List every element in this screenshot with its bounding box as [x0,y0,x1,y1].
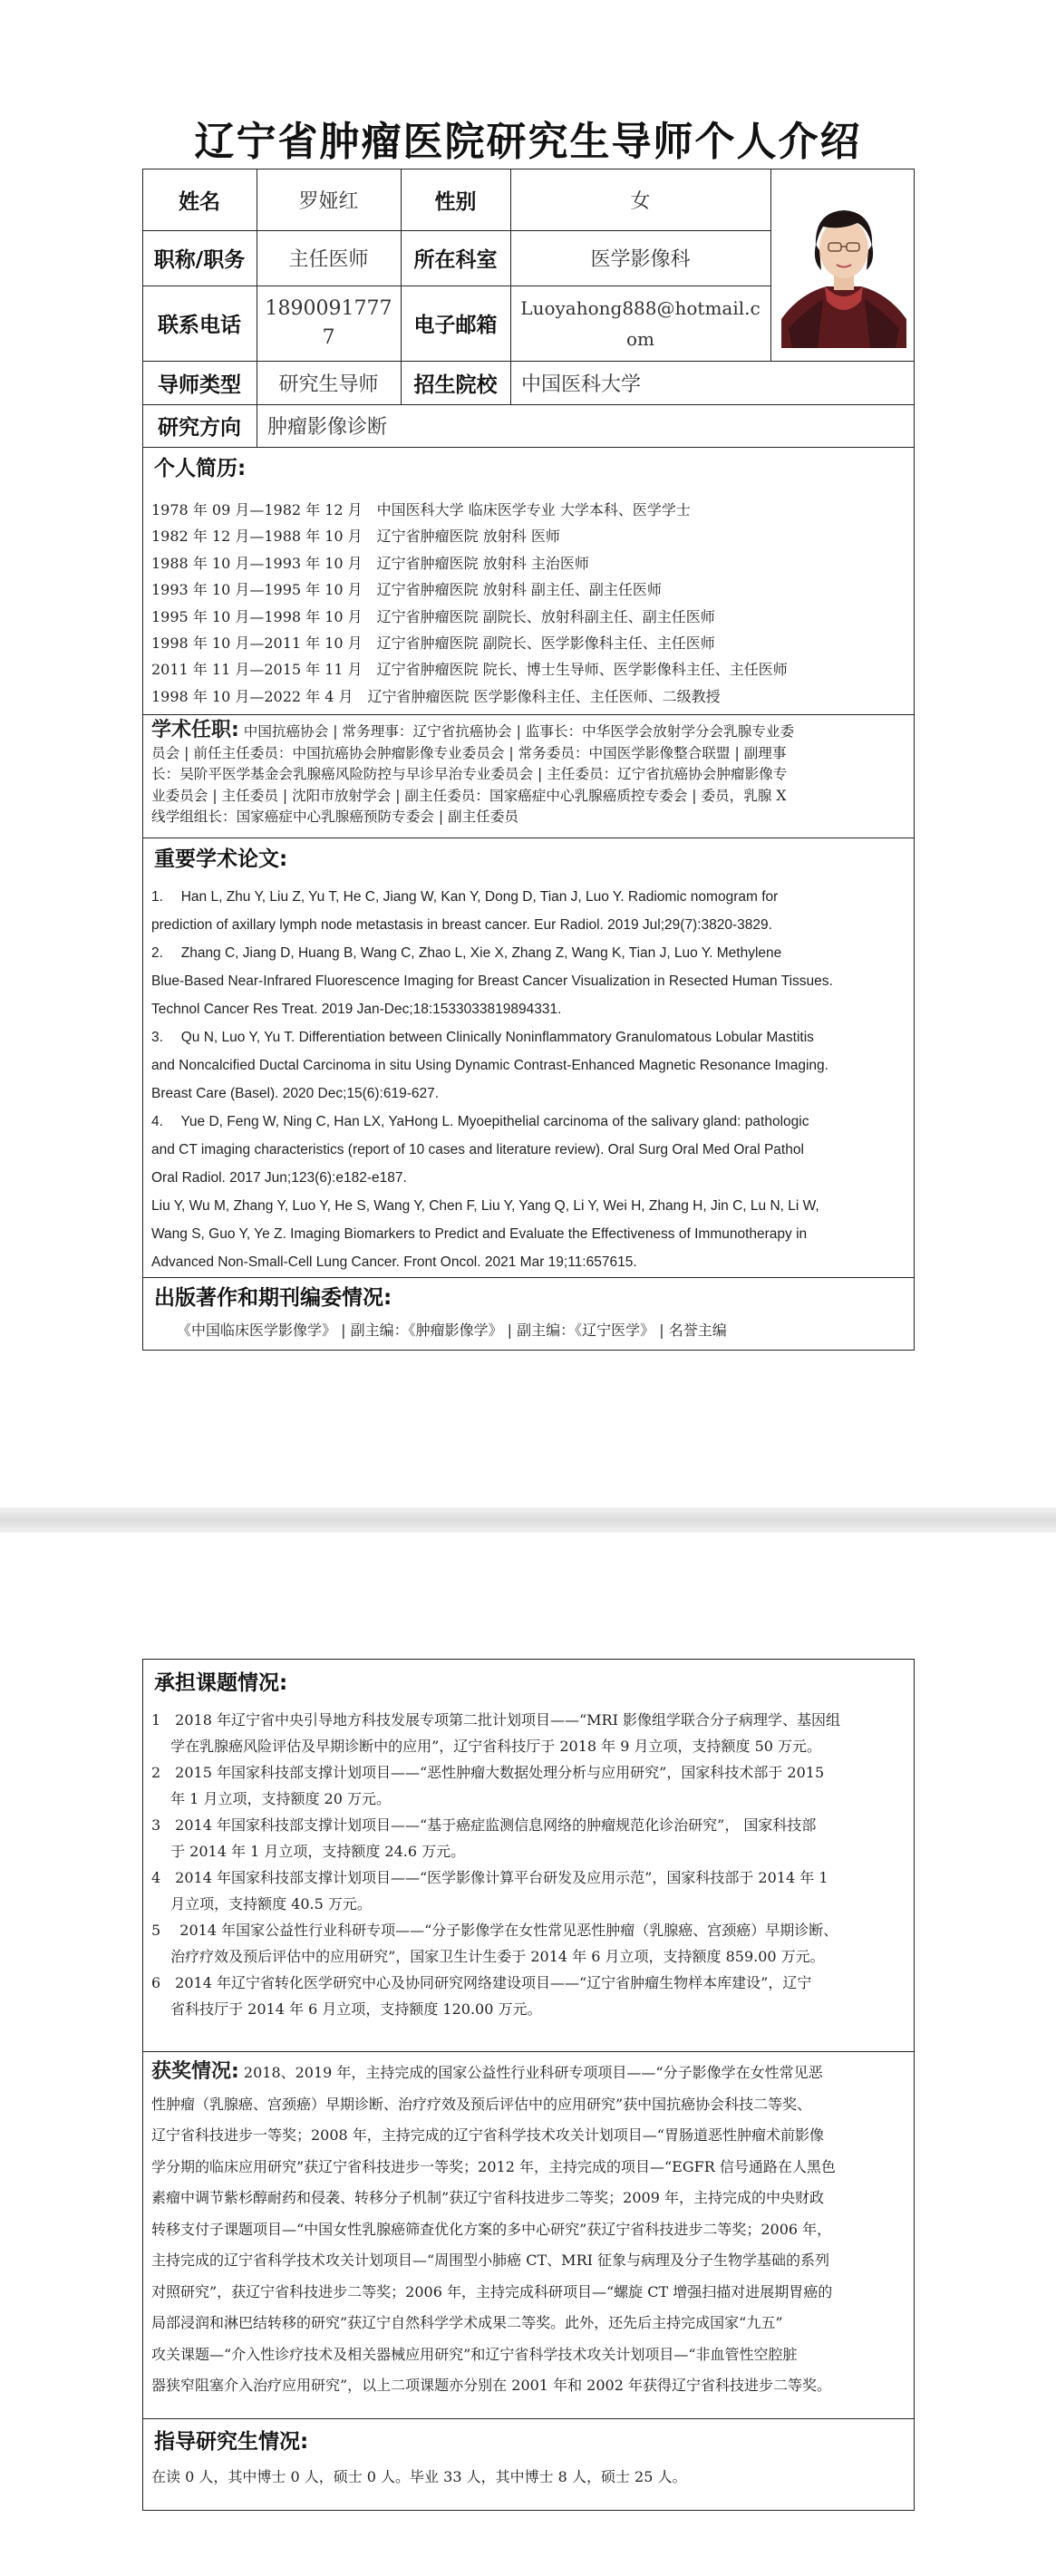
paper-line: Breast Care (Basel). 2020 Dec;15(6):619-627. [151,1086,440,1101]
email-label: 电子邮箱 [413,314,498,337]
divider [142,2418,915,2419]
paper-line: 2. Zhang C, Jiang D, Huang B, Wang C, Zhao L, Xie X, Zhang Z, Wang K, Tian J, Luo Y. Methylene [151,945,782,961]
project-line: 1 2018 年辽宁省中央引导地方科技发展专项第二批计划项目——“MRI 影像组学联合分子病理学、基因组 [151,1711,841,1729]
project-line: 月立项，支持额度 40.5 万元。 [151,1895,372,1913]
dept-label: 所在科室 [413,248,498,272]
divider [142,2051,915,2052]
direction-value: 肿瘤影像诊断 [267,416,388,439]
dept-value: 医学影像科 [590,248,691,271]
divider [142,447,915,448]
divider [142,1277,915,1278]
page-separator [0,1507,1056,1533]
project-line: 4 2014 年国家科技部支撑计划项目——“医学影像计算平台研发及应用示范”，国家科技部于 2014 年 1 [151,1869,828,1886]
school-value: 中国医科大学 [521,373,642,396]
name-value: 罗娅红 [298,189,359,213]
award-line: 2018、2019 年，主持完成的国家公益性行业科研专项项目——“分子影像学在女性常见恶 [243,2064,823,2081]
award-line: 攻关课题—“介入性诊疗技术及相关器械应用研究”和辽宁省科学技术攻关计划项目—“非血管性空腔脏 [151,2345,798,2363]
paper-line: Technol Cancer Res Treat. 2019 Jan-Dec;18:1533033819894331. [151,1002,562,1017]
phone-line-1: 1890091777 [265,296,392,320]
phone-value [257,286,401,361]
paper-line: Advanced Non-Small-Cell Lung Cancer. Front Oncol. 2021 Mar 19;11:657615. [151,1254,637,1270]
phone-line-2: 7 [322,325,335,349]
resume-item: 1998 年 10 月—2011 年 10 月 辽宁省肿瘤医院 副院长、医学影像科主任、主任医师 [151,634,715,653]
academic-line: 业委员会 | 主任委员 | 沈阳市放射学会 | 副主任委员：国家癌症中心乳腺癌质控专委会 | 委员，乳腺 X [151,787,787,804]
title-value: 主任医师 [288,248,369,271]
email-value [510,286,770,361]
resume-item: 1982 年 12 月—1988 年 10 月 辽宁省肿瘤医院 放射科 医师 [151,528,560,546]
projects-list [151,1707,909,2022]
title-label: 职称/职务 [153,248,246,272]
gender-label: 性别 [434,189,477,214]
portrait-photo [781,192,906,348]
paper-line: Blue-Based Near-Infrared Fluorescence Imaging for Breast Cancer Visualization in Resected Human Tissues. [151,973,833,989]
mentor-type-label: 导师类型 [158,373,241,397]
name-label: 姓名 [179,189,220,214]
project-line: 于 2014 年 1 月立项，支持额度 24.6 万元。 [151,1843,466,1860]
academic-line: 中国抗癌协会 | 常务理事：辽宁省抗癌协会 | 监事长：中华医学会放射学分会乳腺专业委 [243,723,795,740]
paper-line: prediction of axillary lymph node metastasis in breast cancer. Eur Radiol. 2019 Jul;29(7):3820-3829. [151,917,772,933]
award-line: 学分期的临床应用研究”获辽宁省科技进步一等奖；2012 年，主持完成的项目—“EGFR 信号通路在人黑色 [151,2157,836,2175]
award-line: 对照研究”，获辽宁省科技进步二等奖；2006 年，主持完成科研项目—“螺旋 CT 增强扫描对进展期胃癌的 [151,2282,833,2300]
resume-item: 1978 年 09 月—1982 年 12 月 中国医科大学 临床医学专业 大学本科、医学学士 [151,501,691,518]
award-line: 性肿瘤（乳腺癌、宫颈癌）早期诊断、治疗疗效及预后评估中的应用研究”获中国抗癌协会科技二等奖、 [151,2095,812,2113]
award-line: 器狭窄阻塞介入治疗应用研究”，以上二项课题亦分别在 2001 年和 2002 年获得辽宁省科技进步二等奖。 [151,2377,831,2394]
project-line: 治疗疗效及预后评估中的应用研究”，国家卫生计生委于 2014 年 6 月立项，支持额度 859.00 万元。 [151,1948,825,1965]
academic-line: 员会 | 前任主任委员：中国抗癌协会肿瘤影像专业委员会 | 常务委员：中国医学影像整合联盟 | 副理事 [151,744,787,761]
document-page-2 [0,1533,1056,2576]
project-line: 5 2014 年国家公益性行业科研专项——“分子影像学在女性常见恶性肿瘤（乳腺癌、宫颈癌）早期诊断、 [151,1922,838,1939]
award-line: 主持完成的辽宁省科学技术攻关计划项目—“周围型小肺癌 CT、MRI 征象与病理及分子生物学基础的系列 [151,2252,830,2269]
academic-text [151,723,909,828]
paper-line: and CT imaging characteristics (report of 10 cases and literature review). Oral Surg Oral Med Oral Pathol [151,1142,804,1157]
academic-line: 线学组组长：国家癌症中心乳腺癌预防专委会 | 副主任委员 [151,809,519,825]
resume-item: 1998 年 10 月—2022 年 4 月 辽宁省肿瘤医院 医学影像科主任、主任医师、二级教授 [151,687,721,705]
resume-item: 1993 年 10 月—1995 年 10 月 辽宁省肿瘤医院 放射科 副主任、副主任医师 [151,581,662,599]
project-line: 学在乳腺癌风险评估及早期诊断中的应用”，辽宁省科技厅于 2018 年 9 月立项，支持额度 50 万元。 [151,1738,822,1755]
paper-line: and Noncalcified Ductal Carcinoma in situ Using Dynamic Contrast-Enhanced Magnetic Resonance Imaging. [151,1058,828,1073]
academic-block [151,720,909,828]
books-heading: 出版著作和期刊编委情况: [154,1286,392,1310]
direction-label: 研究方向 [158,416,241,440]
books-text: 《中国临床医学影像学》 | 副主编：《肿瘤影像学》 | 副主编：《辽宁医学》 | 名誉主编 [177,1322,727,1339]
papers-heading: 重要学术论文: [154,847,288,871]
award-line: 素瘤中调节紫杉醇耐药和侵袭、转移分子机制”获辽宁省科技进步二等奖；2009 年，主持完成的中央财政 [151,2189,824,2206]
projects-heading: 承担课题情况: [154,1671,288,1695]
project-line: 年 1 月立项，支持额度 20 万元。 [151,1790,391,1807]
project-line: 省科技厅于 2014 年 6 月立项，支持额度 120.00 万元。 [151,2000,542,2018]
paper-line: Wang S, Guo Y, Ye Z. Imaging Biomarkers to Predict and Evaluate the Effectiveness of Immunotherapy in [151,1226,808,1242]
resume-item: 2011 年 11 月—2015 年 11 月 辽宁省肿瘤医院 院长、博士生导师、医学影像科主任、主任医师 [151,661,788,679]
divider [770,169,771,361]
academic-line: 长：吴阶平医学基金会乳腺癌风险防控与早诊早治专业委员会 | 主任委员：辽宁省抗癌协会肿瘤影像专 [151,766,788,782]
school-label: 招生院校 [413,373,498,397]
paper-line: Oral Radiol. 2017 Jun;123(6):e182-e187. [151,1170,407,1186]
paper-line: 1. Han L, Zhu Y, Liu Z, Yu T, He C, Jiang W, Kan Y, Dong D, Tian J, Luo Y. Radiomic nomogram for [151,889,779,905]
paper-line: Liu Y, Wu M, Zhang Y, Luo Y, He S, Wang Y, Chen F, Liu Y, Yang Q, Li Y, Wei H, Zhang H, Jin C, Lu N, Li W, [151,1198,819,1214]
awards-text [151,2064,909,2402]
project-line: 6 2014 年辽宁省转化医学研究中心及协同研究网络建设项目——“辽宁省肿瘤生物样本库建设”，辽宁 [151,1974,812,1991]
awards-heading: 获奖情况: [151,2060,239,2083]
page-title: 辽宁省肿瘤医院研究生导师个人介绍 [194,119,862,165]
email-line-2: om [625,327,654,350]
divider [142,714,915,715]
resume-list [151,497,904,710]
students-heading: 指导研究生情况: [154,2430,309,2454]
award-line: 辽宁省科技进步一等奖；2008 年，主持完成的辽宁省科学技术攻关计划项目—“胃肠道恶性肿瘤术前影像 [151,2126,824,2144]
academic-heading: 学术任职: [151,719,239,741]
papers-list [151,883,906,1276]
project-line: 3 2014 年国家科技部支撑计划项目——“基于癌症监测信息网络的肿瘤规范化诊治研究”， 国家科技部 [151,1816,817,1834]
gender-value: 女 [630,189,651,213]
paper-line: 4. Yue D, Feng W, Ning C, Han LX, YaHong L. Myoepithelial carcinoma of the salivary gland: pathologic [151,1114,809,1129]
awards-block [151,2057,909,2402]
students-text: 在读 0 人，其中博士 0 人，硕士 0 人。毕业 33 人，其中博士 8 人，硕士 25 人。 [151,2468,687,2485]
email-line-1: Luoyahong888@hotmail.c [520,296,761,319]
resume-item: 1995 年 10 月—1998 年 10 月 辽宁省肿瘤医院 副院长、放射科副主任、副主任医师 [151,607,715,625]
award-line: 转移支付子课题项目—“中国女性乳腺癌筛查优化方案的多中心研究”获辽宁省科技进步二等奖；2006 年， [151,2220,832,2238]
paper-line: 3. Qu N, Luo Y, Yu T. Differentiation between Clinically Noninflammatory Granulomatous Lobular Mastitis [151,1030,814,1045]
award-line: 局部浸润和淋巴结转移的研究”获辽宁自然科学学术成果二等奖。此外，还先后主持完成国家“九五” [151,2314,783,2331]
resume-heading: 个人简历: [154,457,247,480]
phone-label: 联系电话 [158,314,241,337]
project-line: 2 2015 年国家科技部支撑计划项目——“恶性肿瘤大数据处理分析与应用研究”，国家科技术部于 2015 [151,1764,825,1781]
resume-item: 1988 年 10 月—1993 年 10 月 辽宁省肿瘤医院 放射科 主治医师 [151,554,589,572]
mentor-type-value: 研究生导师 [278,373,379,396]
